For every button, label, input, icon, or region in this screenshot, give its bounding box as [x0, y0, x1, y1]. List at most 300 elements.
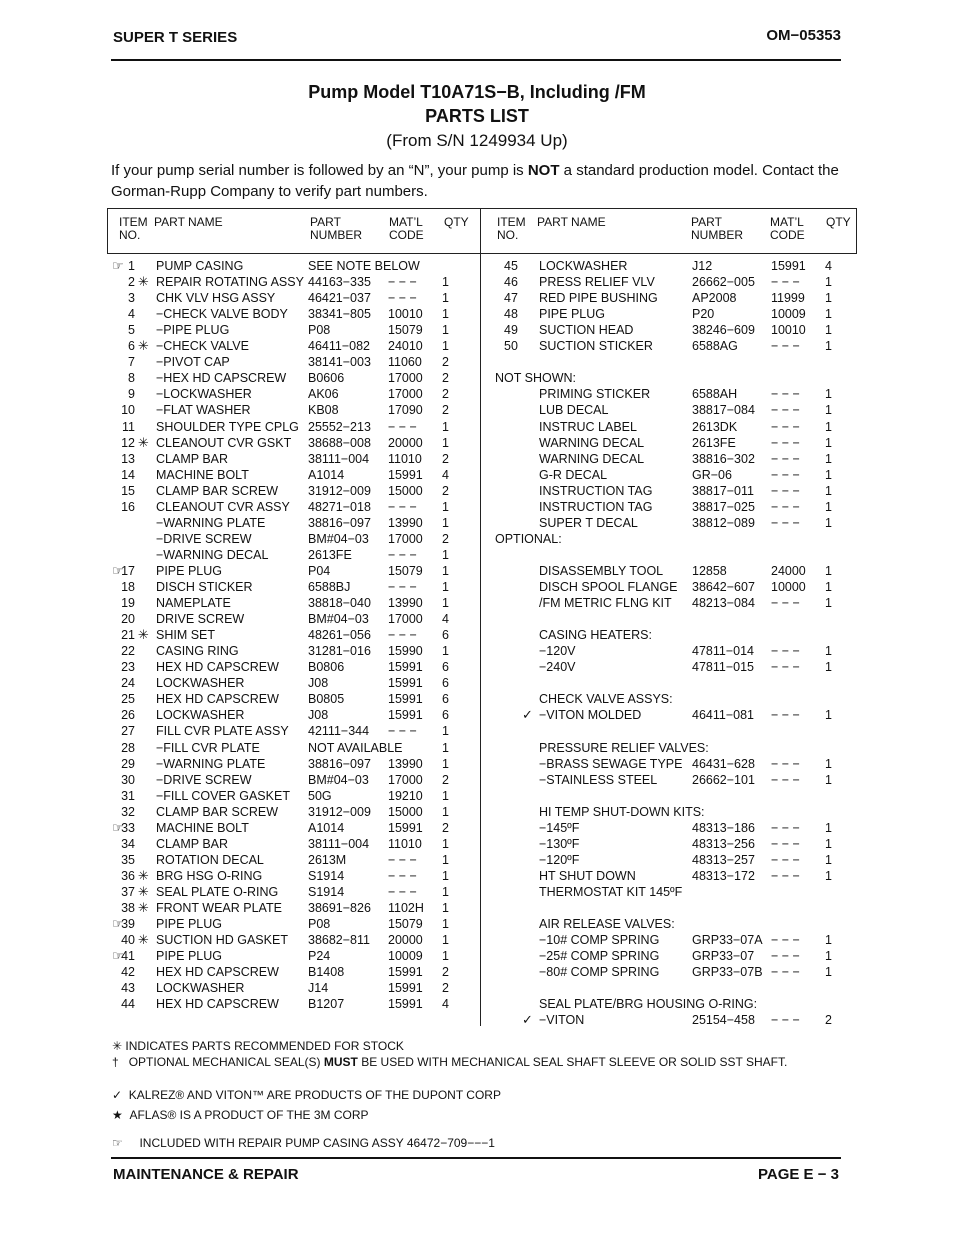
item-number: 36: [121, 868, 135, 883]
footnote-seal: [112, 1055, 787, 1069]
footnote-kalrez-text: KALREZ® AND VITON™ ARE PRODUCTS OF THE DUPONT CORP: [128, 1088, 501, 1102]
material-code: − − −: [771, 435, 800, 450]
part-name: CASING HEATERS:: [539, 628, 652, 643]
item-number: 25: [121, 692, 135, 707]
part-number: 26662−005: [692, 275, 755, 290]
material-code: − − −: [771, 756, 800, 771]
material-code: − − −: [771, 660, 800, 675]
footnote-seal-text2: BE USED WITH MECHANICAL SEAL SHAFT SLEEVE OR SOLID SST SHAFT.: [357, 1055, 788, 1069]
pointing-hand-icon: ☞: [112, 819, 124, 835]
material-code: − − −: [388, 852, 417, 867]
material-code: − − −: [388, 628, 417, 643]
part-number: B0806: [308, 660, 345, 675]
part-name: −STAINLESS STEEL: [539, 772, 658, 787]
part-number: 46411−081: [692, 708, 754, 723]
footnote-stock: [112, 1039, 404, 1053]
footnote-seal-text1: OPTIONAL MECHANICAL SEAL(S): [128, 1055, 324, 1069]
part-name: −LOCKWASHER: [156, 387, 252, 402]
dagger-icon: †: [112, 1055, 119, 1069]
item-number: 4: [128, 307, 135, 322]
part-number: 31912−009: [308, 483, 371, 498]
item-number: 46: [504, 275, 518, 290]
part-name: −WARNING PLATE: [156, 515, 266, 530]
quantity: 1: [442, 275, 449, 290]
material-code: − − −: [388, 419, 417, 434]
item-number: 32: [121, 804, 135, 819]
part-number: 6588AH: [692, 387, 738, 402]
part-name: PIPE PLUG: [156, 563, 222, 578]
part-name: SEAL PLATE/BRG HOUSING O-RING:: [539, 997, 758, 1012]
quantity: 1: [442, 933, 449, 948]
star-icon: ✳: [138, 883, 149, 899]
part-number: 38817−084: [692, 403, 755, 418]
table-row: [0, 595, 954, 611]
item-number: 5: [128, 323, 135, 338]
material-code: − − −: [771, 852, 800, 867]
item-number: 11: [122, 419, 135, 434]
part-number: 46431−628: [692, 756, 755, 771]
material-code: − − −: [771, 868, 800, 883]
part-number: 38341−805: [308, 307, 371, 322]
part-name: AIR RELEASE VALVES:: [539, 917, 675, 932]
quantity: 4: [442, 467, 449, 482]
part-name: HT SHUT DOWN: [539, 868, 636, 883]
quantity: 1: [825, 515, 832, 530]
material-code: − − −: [771, 820, 800, 835]
material-code: − − −: [771, 515, 800, 530]
part-number: 38818−040: [308, 596, 371, 611]
part-number: AP2008: [692, 291, 737, 306]
part-name: SUPER T DECAL: [539, 515, 638, 530]
part-name: −80# COMP SPRING: [539, 965, 660, 980]
material-code: − − −: [771, 596, 800, 611]
quantity: 6: [442, 692, 449, 707]
part-number: S1914: [308, 868, 345, 883]
quantity: 2: [442, 387, 449, 402]
part-number: 38817−025: [692, 499, 755, 514]
part-name: WARNING DECAL: [539, 451, 645, 466]
section-heading: NOT SHOWN:: [495, 371, 577, 386]
item-number: 18: [121, 580, 135, 594]
material-code: − − −: [771, 499, 800, 514]
table-row: [0, 772, 954, 788]
part-name: −FLAT WASHER: [156, 403, 251, 418]
material-code: − − −: [771, 275, 800, 290]
material-code: 17000: [388, 371, 423, 386]
quantity: 2: [442, 981, 449, 996]
item-number: 43: [121, 981, 135, 996]
part-number: GRP33−07A: [692, 933, 763, 948]
material-code: 15991: [388, 820, 423, 835]
table-row: [0, 419, 954, 435]
material-code: 20000: [388, 435, 423, 450]
quantity: 1: [442, 917, 449, 932]
quantity: 1: [825, 307, 832, 322]
quantity: 6: [442, 676, 449, 691]
part-name: SUCTION HD GASKET: [156, 933, 288, 948]
item-number: 24: [121, 676, 135, 691]
item-number: 33: [121, 820, 135, 835]
part-number: J08: [308, 676, 329, 691]
part-name: ROTATION DECAL: [156, 852, 264, 867]
part-name: CHK VLV HSG ASSY: [156, 291, 276, 306]
material-code: − − −: [771, 483, 800, 498]
material-code: − − −: [771, 1013, 800, 1028]
quantity: 1: [825, 563, 832, 578]
material-code: 15991: [388, 708, 423, 723]
quantity: 2: [442, 531, 449, 546]
material-code: 10010: [388, 307, 423, 322]
col-code-label: CODE: [770, 228, 805, 242]
quantity: 1: [825, 965, 832, 980]
part-name: −FILL COVER GASKET: [156, 788, 290, 803]
part-name: FRONT WEAR PLATE: [156, 901, 282, 915]
item-number: 12: [121, 435, 135, 450]
quantity: 1: [825, 756, 832, 771]
part-number: 31912−009: [308, 804, 371, 819]
material-code: 11010: [388, 836, 422, 851]
part-number: P20: [692, 307, 715, 322]
table-row: [0, 386, 954, 402]
page-number: PAGE E − 3: [757, 1166, 839, 1183]
material-code: 10000: [771, 580, 806, 594]
part-number: 44163−335: [308, 275, 371, 290]
part-name: INSTRUCTION TAG: [539, 483, 653, 498]
footnote-aflas-text: AFLAS® IS A PRODUCT OF THE 3M CORP: [129, 1108, 369, 1122]
part-number: 6588AG: [692, 339, 738, 354]
material-code: 24010: [388, 339, 423, 354]
material-code: − − −: [388, 580, 417, 594]
intro-text-2: a standard production model. Contact the Gorman-Rupp Company to verify part numbers.: [111, 162, 839, 200]
quantity: 2: [442, 371, 449, 386]
part-name: −CHECK VALVE BODY: [156, 307, 288, 322]
item-number: 44: [121, 997, 135, 1012]
part-name: CHECK VALVE ASSYS:: [539, 692, 673, 707]
table-row: [0, 884, 954, 900]
part-name: CLAMP BAR: [156, 451, 229, 466]
material-code: − − −: [771, 772, 800, 787]
check-icon: ✓: [522, 1012, 533, 1028]
item-number: 47: [504, 291, 518, 306]
part-name: HEX HD CAPSCREW: [156, 965, 279, 980]
quantity: 1: [442, 724, 449, 739]
part-number: 38816−097: [308, 756, 371, 771]
part-name: CLAMP BAR SCREW: [156, 483, 279, 498]
part-name: RED PIPE BUSHING: [539, 291, 658, 306]
table-row: [0, 980, 954, 996]
quantity: 2: [442, 451, 449, 466]
item-number: 45: [504, 259, 518, 273]
table-row: [0, 643, 954, 659]
part-name: −DRIVE SCREW: [156, 531, 252, 546]
item-number: 37: [121, 884, 135, 899]
table-row: [0, 675, 954, 691]
part-number: 38111−004: [308, 836, 370, 851]
item-number: 28: [121, 740, 135, 755]
quantity: 1: [825, 660, 832, 675]
item-number: 3: [128, 291, 135, 306]
col-part-label: PART: [310, 215, 341, 229]
quantity: 1: [442, 435, 449, 450]
table-row: [0, 354, 954, 370]
quantity: 1: [442, 323, 449, 338]
pointing-hand-icon: ☞: [112, 916, 124, 932]
material-code: − − −: [771, 451, 800, 466]
quantity: 1: [442, 740, 449, 755]
material-code: − − −: [388, 547, 417, 562]
table-row: [0, 563, 954, 579]
item-number: 23: [121, 660, 135, 675]
material-code: 24000: [771, 563, 806, 578]
col-no-label: NO.: [119, 228, 141, 242]
intro-paragraph: [111, 160, 846, 202]
quantity: 1: [825, 467, 832, 482]
star-icon: ✳: [138, 900, 149, 915]
table-row: [0, 435, 954, 451]
table-row: [0, 579, 954, 595]
material-code: 15991: [388, 965, 423, 980]
table-row: [0, 338, 954, 354]
table-row: [0, 916, 954, 932]
part-name: DRIVE SCREW: [156, 612, 245, 627]
part-name: −VITON: [539, 1013, 585, 1028]
material-code: 17000: [388, 531, 423, 546]
material-code: 15079: [388, 563, 423, 578]
part-name: −10# COMP SPRING: [539, 933, 660, 948]
star-icon: ✳: [138, 434, 149, 450]
part-number: 48313−186: [692, 820, 755, 835]
part-number: 26662−101: [692, 772, 755, 787]
item-number: 7: [128, 355, 135, 370]
part-number: 38812−089: [692, 515, 755, 530]
part-name: −120ºF: [539, 852, 580, 867]
part-name: WARNING DECAL: [539, 435, 645, 450]
quantity: 1: [442, 884, 449, 899]
material-code: − − −: [388, 275, 417, 290]
col-part-label: PART: [691, 215, 722, 229]
col-item-right: [497, 216, 526, 242]
section-label: [0, 370, 954, 386]
quantity: 2: [442, 355, 449, 370]
material-code: 15990: [388, 644, 423, 659]
part-name: PIPE PLUG: [156, 917, 222, 932]
part-number: 50G: [308, 788, 332, 803]
part-number: 38688−008: [308, 435, 371, 450]
table-row: [0, 274, 954, 290]
table-row: [0, 306, 954, 322]
page-title: Pump Model T10A71S−B, Including /FM: [308, 82, 646, 102]
quantity: 1: [825, 483, 832, 498]
material-code: − − −: [771, 387, 800, 402]
quantity: 1: [825, 275, 832, 290]
part-name: PRESSURE RELIEF VALVES:: [539, 740, 709, 755]
quantity: 1: [825, 949, 832, 964]
part-number: 31281−016: [308, 644, 371, 659]
quantity: 1: [825, 323, 832, 338]
part-name: CASING RING: [156, 644, 239, 659]
item-number: 49: [504, 323, 518, 338]
quantity: 1: [442, 580, 449, 594]
material-code: 10009: [388, 949, 423, 964]
quantity: 1: [825, 820, 832, 835]
part-name: −PIVOT CAP: [156, 355, 230, 370]
item-number: 22: [121, 644, 135, 659]
quantity: 1: [825, 852, 832, 867]
check-icon: ✓: [522, 707, 533, 723]
part-name: SUCTION HEAD: [539, 323, 634, 338]
material-code: 13990: [388, 756, 423, 771]
quantity: 1: [442, 499, 449, 514]
material-code: − − −: [771, 949, 800, 964]
table-row: [0, 402, 954, 418]
part-number: B0805: [308, 692, 345, 707]
material-code: 11010: [388, 451, 422, 466]
quantity: 1: [825, 836, 832, 851]
part-number: 2613FE: [308, 547, 352, 562]
col-partnumber-left: [310, 216, 362, 242]
part-name: SUCTION STICKER: [539, 339, 653, 354]
material-code: 15079: [388, 323, 423, 338]
table-row: [0, 611, 954, 627]
part-number: NOT AVAILABLE: [308, 740, 403, 755]
material-code: − − −: [388, 724, 417, 739]
part-name: CLEANOUT CVR GSKT: [156, 435, 292, 450]
quantity: 1: [442, 901, 449, 915]
quantity: 6: [442, 708, 449, 723]
part-number: 6588BJ: [308, 580, 351, 594]
section-heading: OPTIONAL:: [495, 531, 562, 546]
part-name: PRIMING STICKER: [539, 387, 651, 402]
part-number: P08: [308, 323, 331, 338]
quantity: 1: [825, 644, 832, 659]
table-row: [0, 788, 954, 804]
part-name: LOCKWASHER: [156, 708, 245, 723]
item-number: 10: [121, 403, 135, 418]
quantity: 1: [825, 435, 832, 450]
pointing-hand-icon: ☞: [112, 562, 124, 578]
table-row: [0, 707, 954, 723]
quantity: 1: [442, 949, 449, 964]
item-number: 31: [121, 788, 135, 803]
material-code: − − −: [388, 291, 417, 306]
part-name: PIPE PLUG: [539, 307, 605, 322]
item-number: 6: [128, 339, 135, 354]
item-number: 48: [504, 307, 518, 322]
material-code: 19210: [388, 788, 423, 803]
part-number: S1914: [308, 884, 345, 899]
table-row: [0, 515, 954, 531]
part-number: GRP33−07B: [692, 965, 763, 980]
part-name: PIPE PLUG: [156, 949, 222, 964]
part-number: A1014: [308, 467, 345, 482]
part-number: BM#04−03: [308, 612, 369, 627]
part-name: −25# COMP SPRING: [539, 949, 660, 964]
quantity: 1: [442, 596, 449, 611]
part-name: HEX HD CAPSCREW: [156, 692, 279, 707]
part-name: THERMOSTAT KIT 145ºF: [539, 884, 683, 899]
table-row: [0, 964, 954, 980]
serial-range: (From S/N 1249934 Up): [386, 131, 568, 150]
item-number: 21: [121, 628, 135, 643]
part-number: 2613M: [308, 852, 347, 867]
table-row: [0, 996, 954, 1012]
table-row: [0, 547, 954, 563]
part-number: P04: [308, 563, 331, 578]
material-code: 15991: [388, 676, 423, 691]
material-code: 15991: [388, 467, 423, 482]
part-name: /FM METRIC FLNG KIT: [539, 596, 672, 611]
check-icon: ✓: [112, 1088, 123, 1102]
material-code: − − −: [771, 419, 800, 434]
black-star-icon: ★: [112, 1108, 123, 1122]
item-number: 13: [121, 451, 135, 466]
intro-text-1: If your pump serial number is followed by an “N”, your pump is: [111, 162, 528, 179]
quantity: 1: [442, 419, 449, 434]
part-number: 48261−056: [308, 628, 371, 643]
table-row: [0, 852, 954, 868]
quantity: 1: [442, 852, 449, 867]
part-number: 46421−037: [308, 291, 371, 306]
material-code: 15991: [388, 692, 423, 707]
footnote-casing-text: INCLUDED WITH REPAIR PUMP CASING ASSY 46472−709−−−1: [139, 1136, 495, 1150]
material-code: 15991: [388, 660, 423, 675]
quantity: 1: [825, 580, 832, 594]
part-name: DISASSEMBLY TOOL: [539, 563, 664, 578]
document-number: OM−05353: [766, 27, 841, 44]
part-name: REPAIR ROTATING ASSY: [156, 275, 304, 290]
part-name: −130ºF: [539, 836, 580, 851]
quantity: 1: [825, 387, 832, 402]
item-number: 26: [121, 708, 135, 723]
material-code: 17000: [388, 387, 423, 402]
series-title: SUPER T SERIES: [113, 29, 238, 46]
col-number-label: NUMBER: [691, 228, 744, 242]
footnote-seal-bold: MUST: [323, 1055, 358, 1069]
material-code: − − −: [388, 884, 417, 899]
col-number-label: NUMBER: [310, 228, 363, 242]
quantity: 1: [442, 788, 449, 803]
table-row: [0, 740, 954, 756]
part-name: MACHINE BOLT: [156, 820, 249, 835]
material-code: 17000: [388, 612, 423, 627]
part-name: FILL CVR PLATE ASSY: [156, 724, 289, 739]
col-qty-right: QTY: [826, 215, 851, 229]
table-row: [0, 627, 954, 643]
material-code: 20000: [388, 933, 423, 948]
quantity: 6: [442, 660, 449, 675]
item-number: 19: [121, 596, 135, 611]
item-number: 1: [128, 259, 135, 273]
part-number: 38111−004: [308, 451, 370, 466]
table-row: [0, 948, 954, 964]
quantity: 4: [442, 612, 449, 627]
star-icon: ✳: [138, 932, 149, 948]
table-row: [0, 932, 954, 948]
quantity: 1: [442, 307, 449, 322]
part-number: B1408: [308, 965, 345, 980]
star-icon: ✳: [138, 338, 149, 354]
part-name: LUB DECAL: [539, 403, 609, 418]
item-number: 34: [121, 836, 135, 851]
part-number: 25154−458: [692, 1013, 755, 1028]
part-name: DISCH SPOOL FLANGE: [539, 580, 678, 594]
item-number: 14: [121, 467, 135, 482]
material-code: 15000: [388, 483, 423, 498]
pointing-hand-icon: ☞: [112, 258, 124, 273]
parts-list-heading: PARTS LIST: [425, 106, 529, 126]
section-label: [0, 531, 954, 547]
star-icon: ✳: [138, 627, 149, 643]
